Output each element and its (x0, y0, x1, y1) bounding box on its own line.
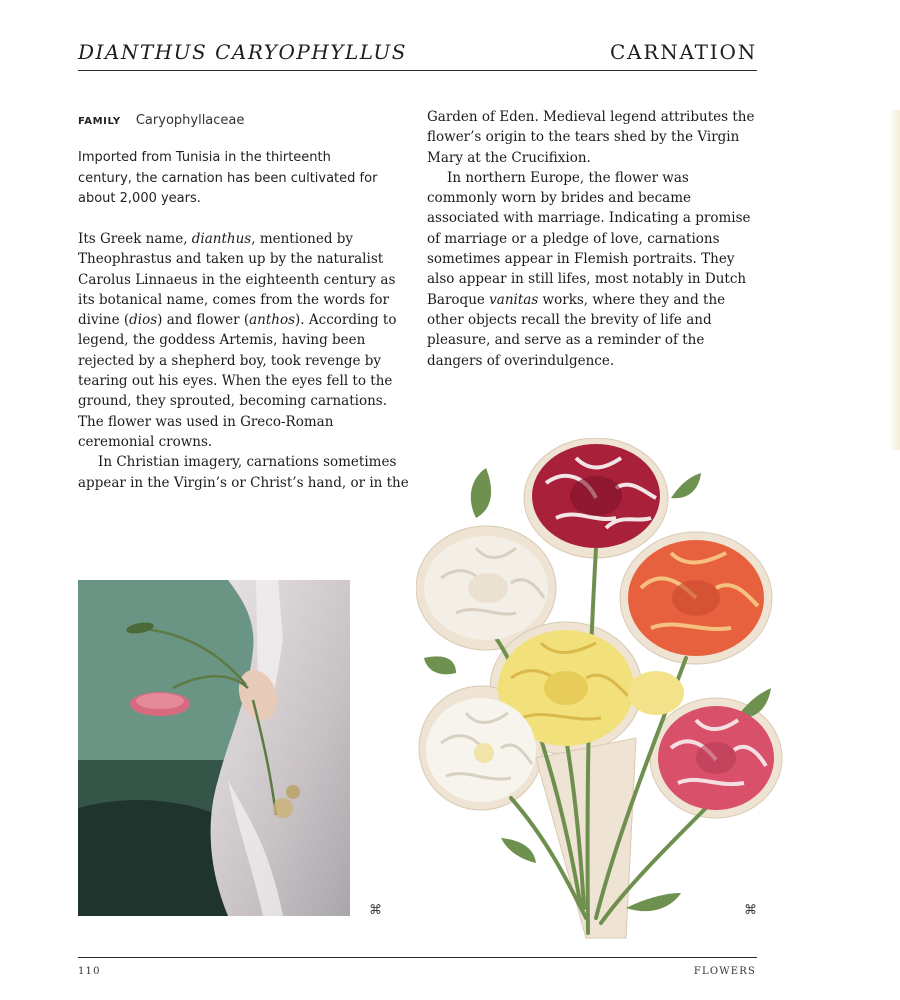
portrait-painting-art (78, 580, 350, 916)
paragraph-legend: Garden of Eden. Medieval legend attributes the flower’s origin to the tears shed by the Virgin Mary at the Crucifixion. (427, 109, 755, 166)
bouquet-art (416, 438, 786, 943)
text-column-right (427, 107, 760, 371)
family-value: Caryophyllaceae (135, 113, 245, 128)
section-title: FLOWERS (693, 966, 756, 977)
paragraph-etymology: Its Greek name, dianthus, mentioned by Theophrastus and taken up by the naturalist Carolus Linnaeus in the eighteenth century as its botanical name, comes from the words for divine (dios) and flower (anthos). According to legend, the goddess Artemis, having been rejected by a shepherd boy, took revenge by tearing out his eyes. When the eyes fell to the ground, they sprouted, becoming carnations. The flower was used in Greco-Roman ceremonial crowns. (78, 231, 397, 450)
ornament-icon: ⌘ (744, 903, 757, 918)
header-rule (78, 70, 757, 71)
paragraph-northern-europe: In northern Europe, the flower was commonly worn by brides and became associated with marriage. Indicating a promise of marriage or a pledge of love, carnations sometimes appear in Flemish portraits. They also appear in still lifes, most notably in Dutch Baroque vanitas works, where they and the other objects recall the brevity of life and pleasure, and serve as a reminder of the dangers of overindulgence. (427, 169, 751, 369)
family-line (78, 109, 244, 128)
footer-rule (78, 957, 757, 958)
carnation-bouquet-illustration (416, 438, 786, 943)
term-vanitas: vanitas (489, 291, 539, 308)
portrait-painting-image (78, 580, 350, 916)
family-label: FAMILY (78, 116, 121, 127)
term-dios: dios (129, 312, 158, 329)
term-anthos: anthos (249, 312, 296, 329)
intro-paragraph: Imported from Tunisia in the thirteenth century, the carnation has been cultivated for about 2,000 years. (78, 150, 378, 206)
term-dianthus: dianthus (191, 231, 252, 247)
text-column-left (78, 229, 411, 493)
facing-page-edge (888, 110, 900, 450)
page-number: 110 (78, 966, 101, 977)
common-name-heading: CARNATION (610, 40, 757, 64)
paragraph-christian-imagery: In Christian imagery, carnations sometimes appear in the Virgin’s or Christ’s hand, or in the (78, 454, 409, 491)
ornament-icon: ⌘ (369, 903, 382, 918)
scientific-name-heading: DIANTHUS CARYOPHYLLUS (78, 40, 407, 64)
